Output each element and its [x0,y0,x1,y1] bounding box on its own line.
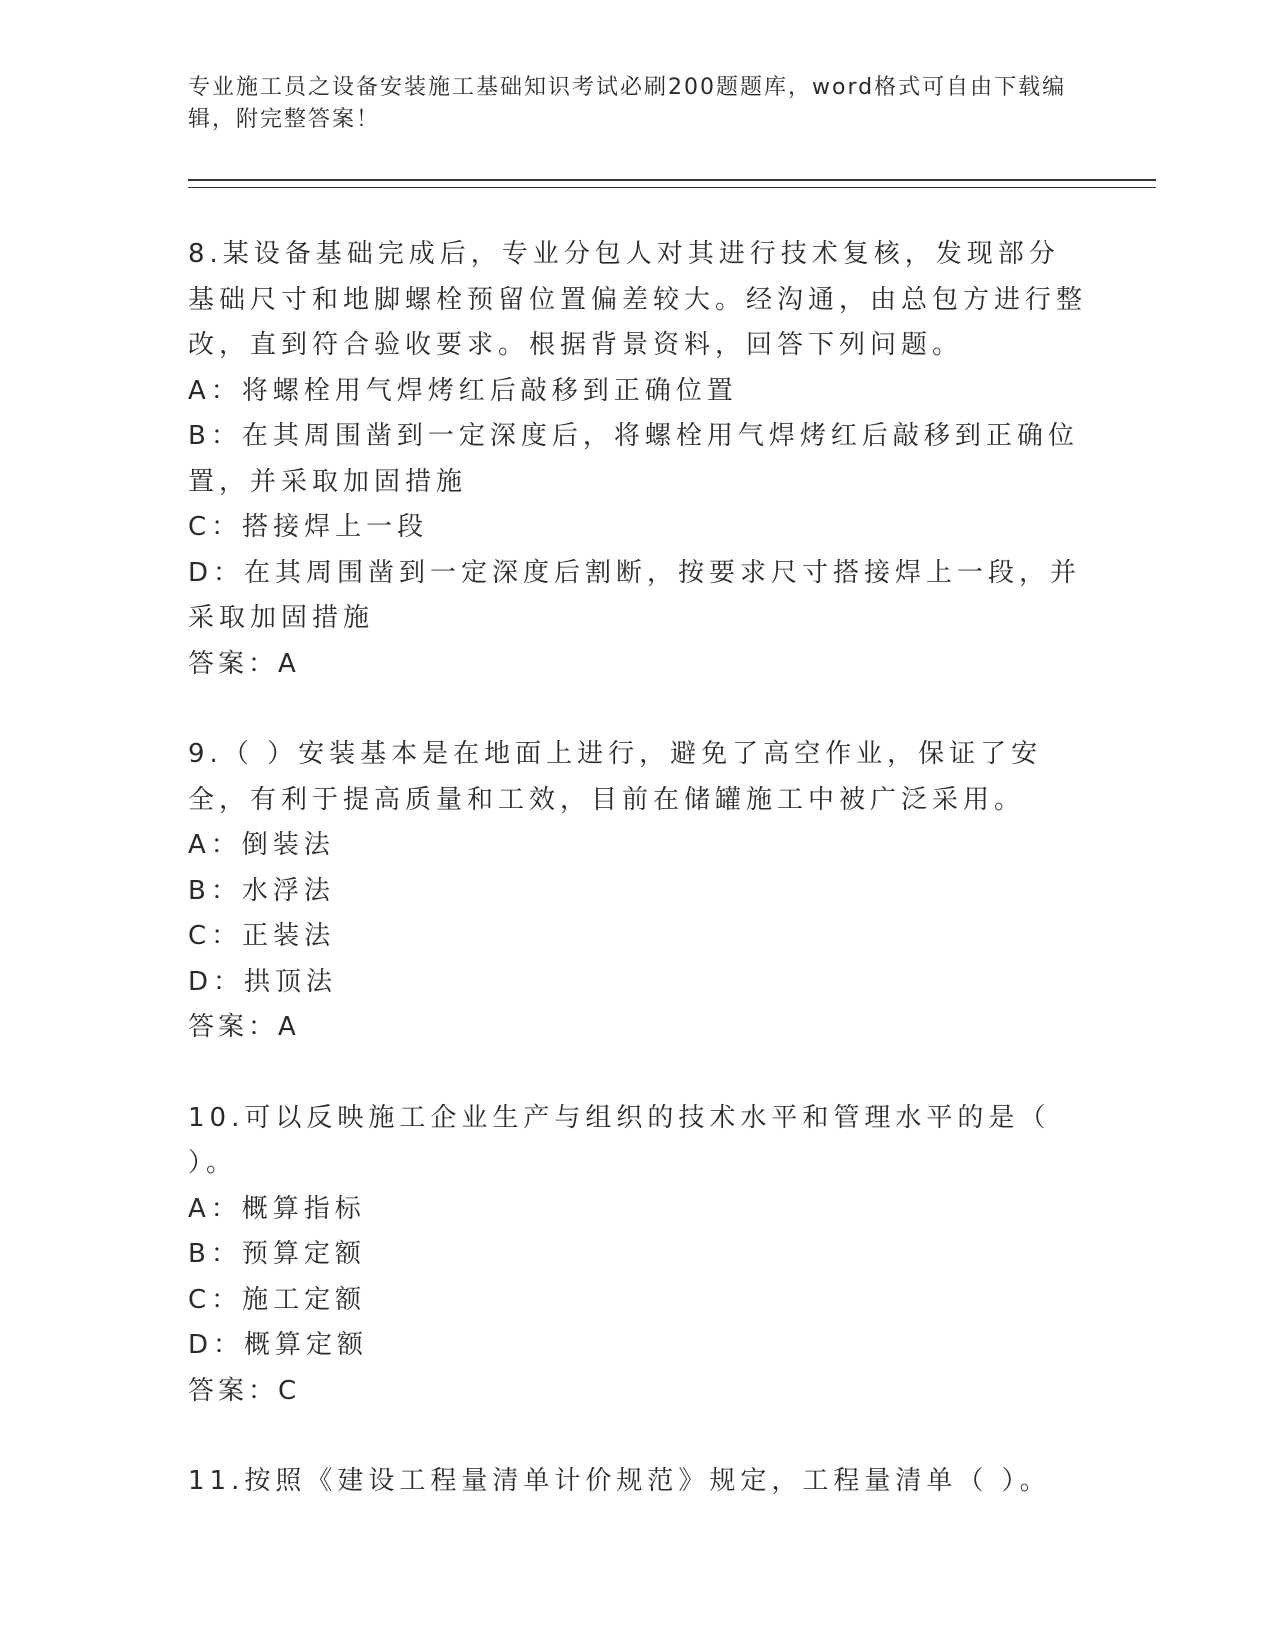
question-11 [188,1459,1088,1505]
header-divider [188,179,1156,188]
option-d: D：概算定额 [188,1330,369,1360]
document-header [188,72,1068,136]
option-d: D：拱顶法 [188,966,338,997]
option-c: C：搭接焊上一段 [188,512,429,542]
option-b: B：水浮法 [188,875,335,906]
header-title: 专业施工员之设备安装施工基础知识考试必刷200题题库，word格式可自由下载编辑，附完整答案！ [188,75,1067,132]
answer: 答案：A [188,648,300,679]
question-list [188,232,1088,1505]
option-c: C：正装法 [188,921,336,951]
option-a: A：概算指标 [188,1193,366,1224]
option-b: B：在其周围凿到一定深度后，将螺栓用气焊烤红后敲移到正确位置，并采取加固措施 [188,421,1079,497]
question-9 [188,732,1088,1051]
question-stem: 11.按照《建设工程量清单计价规范》规定，工程量清单（ ）。 [188,1466,1051,1496]
option-c: C：施工定额 [188,1284,367,1315]
option-a: A：倒装法 [188,830,335,860]
option-b: B：预算定额 [188,1239,366,1269]
option-d: D：在其周围凿到一定深度后割断，按要求尺寸搭接焊上一段，并采取加固措施 [188,557,1082,633]
answer: 答案：A [188,1012,300,1042]
question-8 [188,232,1088,687]
question-stem: 9.（ ）安装基本是在地面上进行，避免了高空作业，保证了安全，有利于提高质量和工效，目前在储罐施工中被广泛采用。 [188,739,1043,815]
question-stem: 8.某设备基础完成后，专业分包人对其进行技术复核，发现部分基础尺寸和地脚螺栓预留位置偏差较大。经沟通，由总包方进行整改，直到符合验收要求。根据背景资料，回答下列问题。 [188,239,1088,360]
option-a: A：将螺栓用气焊烤红后敲移到正确位置 [188,375,738,406]
question-10 [188,1096,1088,1415]
question-stem: 10.可以反映施工企业生产与组织的技术水平和管理水平的是（ ）。 [188,1102,1051,1178]
answer: 答案：C [188,1375,301,1406]
